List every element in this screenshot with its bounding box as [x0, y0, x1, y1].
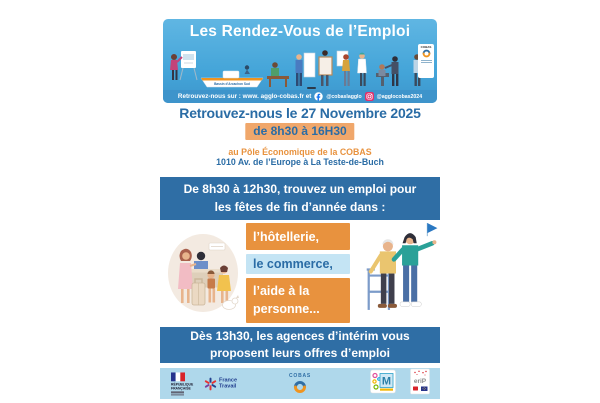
facebook-handle: @cobaslagglo [326, 93, 362, 100]
sector-chip-commerce: le commerce, [246, 254, 350, 274]
afternoon-band [160, 327, 440, 363]
caregiver-illustration [354, 221, 438, 318]
painter-figure [337, 51, 350, 86]
venue-address-line2: 1010 Av. de l’Europe à La Teste-de-Buch [216, 157, 384, 167]
motto-lines [171, 390, 184, 395]
erip-label: eriP [413, 377, 427, 385]
republique-francaise-logo [171, 372, 195, 395]
afternoon-band-line1: Dès 13h30, les agences d’intérim vous [190, 329, 410, 344]
morning-band [160, 177, 440, 220]
morning-band-line1: De 8h30 à 12h30, trouvez un emploi pour [183, 182, 417, 197]
social-prefix-text: Retrouvez-nous sur : www. agglo-cobas.fr et [177, 93, 312, 100]
badge-fine-print [421, 58, 432, 63]
poster [160, 0, 440, 403]
instagram-handle: @agglocobas2024 [376, 93, 423, 100]
morning-band-line2: les fêtes de fin d’année dans : [214, 199, 386, 214]
sector-chip-aide-personne: l’aide à la personne... [246, 278, 350, 323]
frame-carrier-figure [319, 50, 332, 86]
sector-chip-hotellerie: l’hôtellerie, [246, 223, 350, 250]
afternoon-band-line2: proposent leurs offres d’emploi [209, 346, 391, 360]
cobas-swirl-icon [422, 49, 431, 58]
header-banner [163, 19, 437, 103]
sectors-section [160, 221, 440, 319]
banner-social-line [163, 90, 437, 103]
banner-title: Les Rendez-Vous de l’Emploi [189, 23, 411, 40]
boat-label: Bassin d’Arcachon Sud [214, 82, 250, 86]
instagram-icon [365, 92, 374, 101]
barber-figure [376, 56, 399, 86]
m-letter: M [381, 375, 392, 387]
boat-illustration [201, 65, 263, 87]
erip-card-icon [410, 368, 430, 394]
france-travail-logo [204, 377, 237, 390]
desk-worker-figure [267, 62, 289, 87]
cobas-logo [289, 374, 311, 394]
m-logo-icon [370, 369, 396, 393]
french-flag-icon [171, 372, 185, 381]
facebook-icon [314, 92, 323, 101]
republique-label: RÉPUBLIQUE FRANÇAISE [171, 381, 194, 390]
france-travail-label-line1: France [219, 377, 238, 384]
venue-address-line1: au Pôle Économique de la COBAS [228, 147, 372, 157]
mission-locale-logo [370, 369, 396, 398]
france-travail-label-line2: Travail [219, 383, 237, 390]
easel-presenter-figure [170, 51, 197, 80]
event-time-chip: de 8h30 à 16H30 [245, 123, 354, 140]
hotel-reception-illustration [165, 223, 241, 318]
event-date: Retrouvez-nous le 27 Novembre 2025 [179, 105, 421, 121]
cobas-badge-label: COBAS [420, 45, 432, 49]
eu-flag-icon [421, 386, 428, 391]
banner-people-illustration [163, 45, 437, 91]
cobas-swirl-icon [293, 380, 307, 394]
france-travail-star-icon [204, 377, 217, 390]
cobas-label: COBAS [288, 372, 312, 379]
sector-chips [246, 221, 350, 319]
footer-logo-bar [160, 368, 440, 399]
doctor-figure [358, 53, 367, 86]
worker-panel-figure [296, 53, 317, 89]
cobas-corner-badge [418, 44, 434, 78]
erip-logo [410, 368, 430, 399]
